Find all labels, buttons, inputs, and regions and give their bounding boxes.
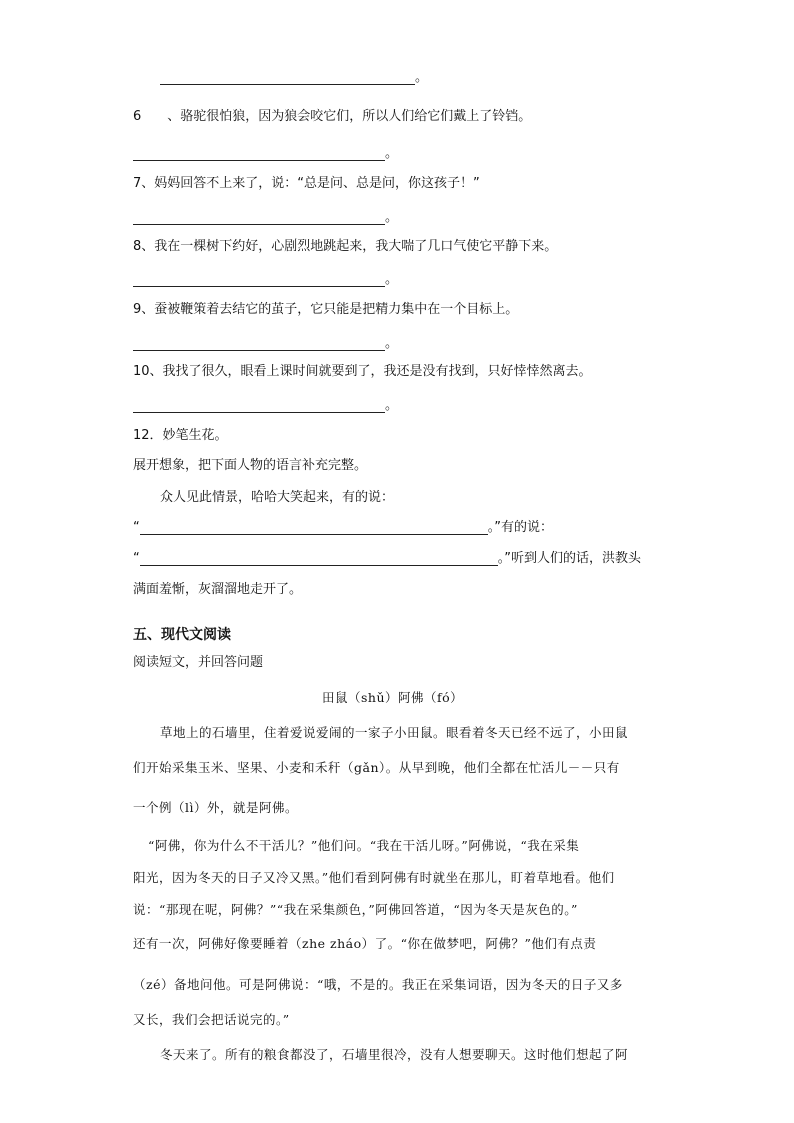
speech-line-2[interactable]: “ 。”听到人们的话，洪教头 (133, 551, 641, 566)
blank-line[interactable] (133, 272, 385, 287)
question-6: 6 、骆驼很怕狼，因为狼会咬它们，所以人们给它们戴上了铃铛。 (133, 109, 532, 124)
answer-blank-7[interactable]: 。 (133, 206, 398, 225)
passage-line: 一个例（lì）外，就是阿佛。 (133, 800, 298, 815)
passage-line: （zé）备地问他。可是阿佛说：“哦，不是的。我正在采集词语，因为冬天的日子又多 (133, 977, 623, 992)
blank-line[interactable] (133, 398, 385, 413)
question-12-intro: 众人见此情景，哈哈大笑起来，有的说： (160, 490, 395, 505)
section-instruction: 阅读短文，并回答问题 (133, 655, 264, 670)
blank-line[interactable] (140, 520, 488, 535)
passage-line: 冬天来了。所有的粮食都没了，石墙里很冷，没有人想要聊天。这时他们想起了阿 (160, 1047, 629, 1062)
passage-line: 说：“那现在呢，阿佛？”“我在采集颜色，”阿佛回答道，“因为冬天是灰色的。” (133, 902, 578, 917)
passage-line: 们开始采集玉米、坚果、小麦和禾秆（gǎn）。从早到晚，他们全都在忙活儿－－只有 (133, 760, 620, 775)
passage-line: 又长，我们会把话说完的。” (133, 1012, 290, 1027)
speech-line-1[interactable]: “ 。”有的说： (133, 520, 553, 535)
blank-line[interactable] (133, 146, 385, 161)
question-12-ending: 满面羞惭，灰溜溜地走开了。 (133, 582, 303, 597)
passage-line: 草地上的石墙里，住着爱说爱闹的一家子小田鼠。眼看着冬天已经不远了，小田鼠 (160, 725, 629, 740)
question-10: 10、我找了很久，眼看上课时间就要到了，我还是没有找到，只好悻悻然离去。 (133, 364, 592, 379)
question-8: 8、我在一棵树下约好，心剧烈地跳起来，我大喘了几口气使它平静下来。 (133, 239, 558, 254)
blank-line[interactable] (160, 70, 415, 85)
answer-blank-10[interactable]: 。 (133, 394, 398, 413)
question-12-title: 12．妙笔生花。 (133, 428, 228, 443)
passage-line: 阳光，因为冬天的日子又冷又黑。”他们看到阿佛有时就坐在那儿，盯着草地看。他们 (133, 870, 615, 885)
answer-blank-9[interactable]: 。 (133, 332, 398, 351)
blank-line[interactable] (133, 336, 385, 351)
answer-blank-8[interactable]: 。 (133, 268, 398, 287)
passage-line: “阿佛，你为什么不干活儿？”他们问。“我在干活儿呀。”阿佛说，“我在采集 (148, 838, 580, 853)
answer-blank-6[interactable]: 。 (133, 142, 398, 161)
passage-line: 还有一次，阿佛好像要睡着（zhe zháo）了。“你在做梦吧，阿佛？”他们有点责 (133, 936, 597, 951)
passage-title: 田鼠（shǔ）阿佛（fó） (322, 690, 464, 705)
question-9: 9、蚕被鞭策着去结它的茧子，它只能是把精力集中在一个目标上。 (133, 302, 519, 317)
section-heading: 五、现代文阅读 (133, 627, 231, 643)
question-7: 7、妈妈回答不上来了，说：“总是问、总是问，你这孩子！” (133, 176, 480, 191)
blank-line[interactable] (133, 210, 385, 225)
blank-line[interactable] (140, 551, 498, 566)
question-12-instruction: 展开想象，把下面人物的语言补充完整。 (133, 458, 368, 473)
answer-blank-5[interactable]: 。 (160, 66, 428, 85)
